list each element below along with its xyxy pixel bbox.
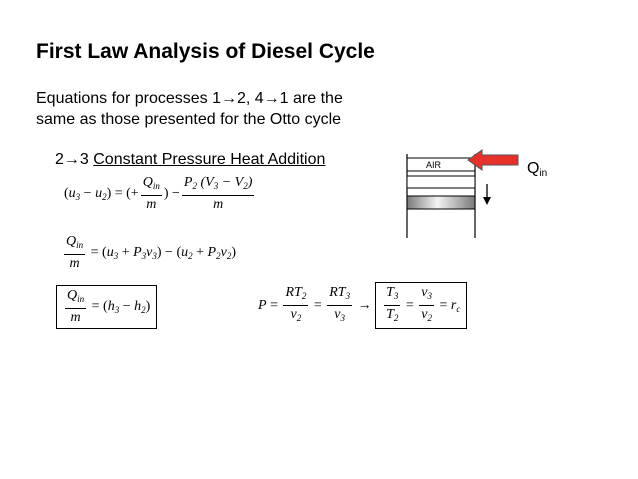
heat-arrows <box>466 148 526 208</box>
section-label: Constant Pressure Heat Addition <box>93 151 326 168</box>
section-heading <box>55 151 325 169</box>
intro-line-2: same as those presented for the Otto cycle <box>36 111 342 128</box>
page-title: First Law Analysis of Diesel Cycle <box>36 40 375 63</box>
heat-symbol: Q <box>527 160 540 177</box>
cutoff-ratio-box: $\frac{T_3}{T_2}$ = $\frac{v_3}{v_2}$ = $r_c$ <box>375 282 467 329</box>
section-prefix: 2→3 <box>55 151 89 168</box>
down-arrow-icon <box>483 197 491 205</box>
air-label: AIR <box>426 160 442 170</box>
heat-arrow-icon <box>468 150 518 170</box>
intro-line-1: Equations for processes 1→2, 4→1 are the <box>36 90 343 107</box>
piston <box>407 196 475 209</box>
heat-subscript: in <box>539 168 548 179</box>
enthalpy-equation: $\frac{Q_{in}}{m}$ = ( $h_3$ − $h_2$ ) <box>56 285 157 329</box>
heat-input-label <box>527 160 547 179</box>
heat-input-equation: $\frac{Q_{in}}{m}$ = ( $u_3$ + $P_3v_3$ ) − ( $u_2$ + $P_2v_2$ ) <box>66 234 236 271</box>
intro-text <box>36 88 343 130</box>
ideal-gas-relation: P = $\frac{RT_2}{v_2}$ = $\frac{RT_3}{v_3}$ → $\frac{T_3}{T_2}$ = $\frac{v_3}{v_2}$ = $r_c$ <box>258 282 467 329</box>
air-region <box>407 176 475 188</box>
energy-balance-equation: ( $u_3$ − $u_2$ ) = (+ $\frac{Q_{in}}{m}$ ) − $\frac{P_2 (V_3 - V_2)}{m}$ <box>64 175 253 212</box>
